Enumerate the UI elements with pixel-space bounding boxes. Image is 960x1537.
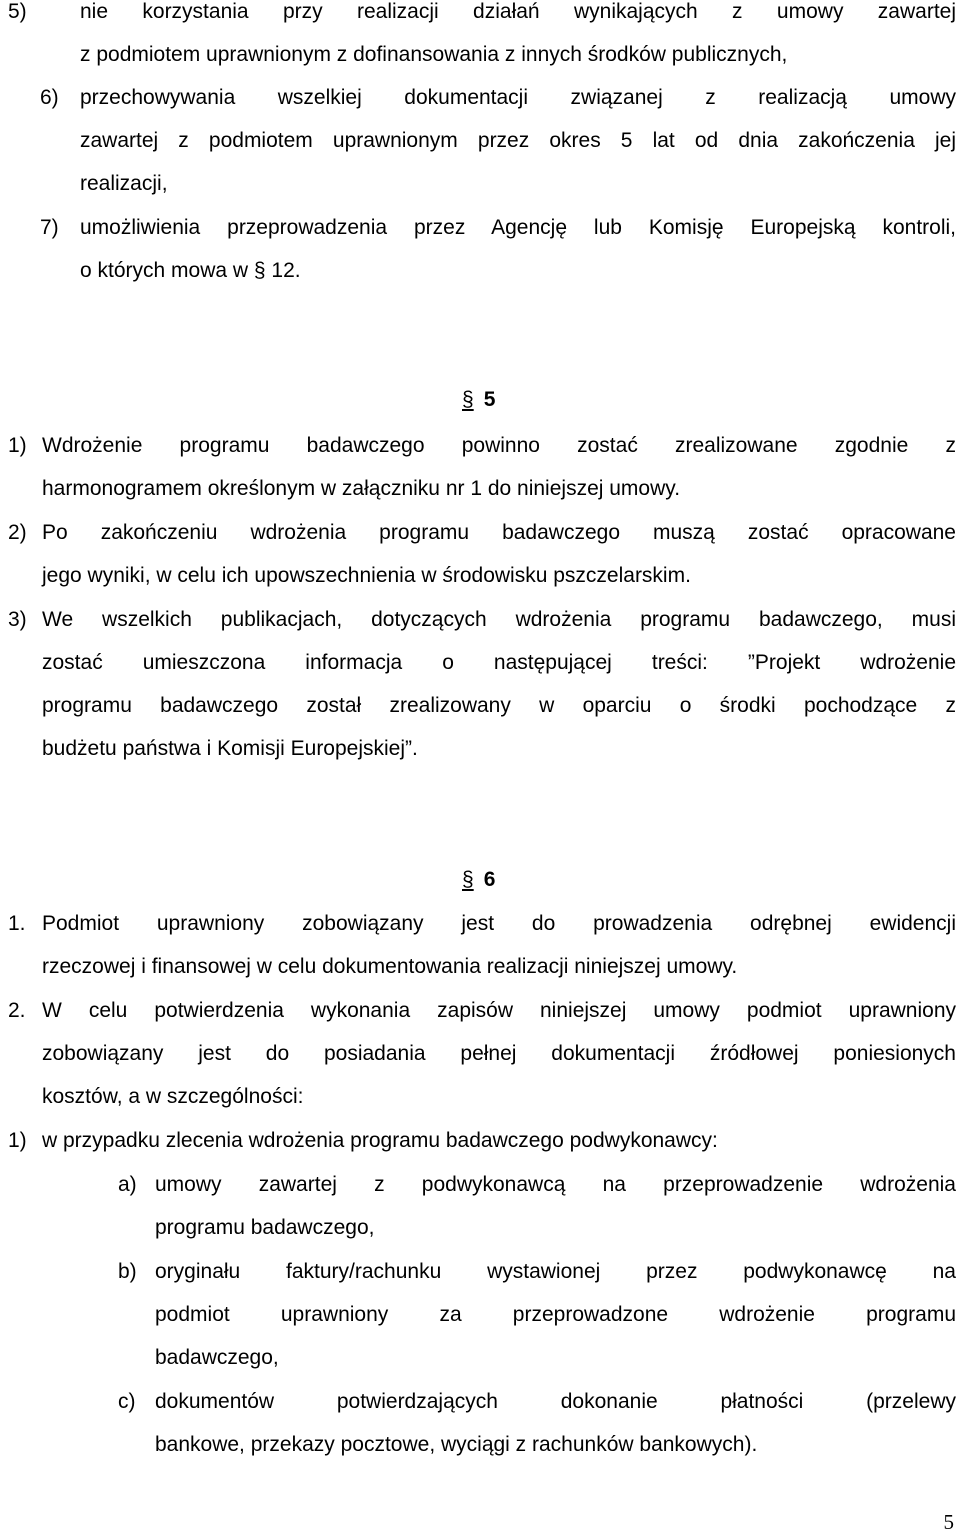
item-line: nie korzystania przy realizacji działań wynikających z umowy zawartej [80,0,956,23]
section-symbol: § [462,388,474,411]
list-item [0,989,960,1119]
item-line: z podmiotem uprawnionym z dofinansowania z innych środków publicznych, [80,43,788,66]
section-heading-5 [462,388,495,412]
page-number: 5 [943,1510,954,1534]
list-item [0,0,960,80]
item-number: 7) [40,216,59,239]
item-line: umożliwienia przeprowadzenia przez Agencję lub Komisję Europejską kontroli, [80,216,956,239]
item-line: realizacji, [80,172,168,195]
item-line: o których mowa w § 12. [80,259,301,282]
item-number: 5) [8,0,27,23]
item-line: rzeczowej i finansowej w celu dokumentowania realizacji niniejszej umowy. [42,955,738,978]
sub-item [0,1119,960,1164]
item-line: programu badawczego, [155,1216,375,1239]
item-number: 1) [8,434,27,457]
item-line: W celu potwierdzenia wykonania zapisów niniejszej umowy podmiot uprawniony [42,999,956,1022]
letter-item [0,1380,960,1470]
letter-item [0,1250,960,1380]
item-line: jego wyniki, w celu ich upowszechnienia w środowisku pszczelarskim. [42,564,691,587]
section-number: 6 [483,868,496,891]
item-line: oryginału faktury/rachunku wystawionej przez podwykonawcę na [155,1260,956,1283]
item-line: programu badawczego został zrealizowany w oparciu o środki pochodzące z [42,694,956,717]
list-item [0,598,960,778]
item-line: zostać umieszczona informacja o następującej treści: ”Projekt wdrożenie [42,651,956,674]
list-item [0,424,960,514]
item-number: 2. [8,999,26,1022]
item-line: Wdrożenie programu badawczego powinno zostać zrealizowane zgodnie z [42,434,956,457]
item-line: przechowywania wszelkiej dokumentacji związanej z realizacją umowy [80,86,956,109]
item-line: Podmiot uprawniony zobowiązany jest do prowadzenia odrębnej ewidencji [42,912,956,935]
item-number: 1) [8,1129,27,1152]
item-line: umowy zawartej z podwykonawcą na przeprowadzenie wdrożenia [155,1173,956,1196]
section-number: 5 [483,388,496,411]
item-line: We wszelkich publikacjach, dotyczących wdrożenia programu badawczego, musi [42,608,956,631]
list-item [0,511,960,601]
list-item [0,902,960,992]
item-line: Po zakończeniu wdrożenia programu badawczego muszą zostać opracowane [42,521,956,544]
section-symbol: § [462,868,474,891]
item-line: budżetu państwa i Komisji Europejskiej”. [42,737,418,760]
list-item [0,206,960,296]
item-line: podmiot uprawniony za przeprowadzone wdrożenie programu [155,1303,956,1326]
item-number: 3) [8,608,27,631]
item-line: kosztów, a w szczególności: [42,1085,304,1108]
item-line: harmonogramem określonym w załączniku nr 1 do niniejszej umowy. [42,477,681,500]
item-line: bankowe, przekazy pocztowe, wyciągi z rachunków bankowych). [155,1433,758,1456]
item-number: b) [118,1260,137,1283]
item-line: dokumentów potwierdzających dokonanie płatności (przelewy [155,1390,956,1413]
item-line: zobowiązany jest do posiadania pełnej dokumentacji źródłowej poniesionych [42,1042,956,1065]
item-line: zawartej z podmiotem uprawnionym przez okres 5 lat od dnia zakończenia jej [80,129,956,152]
letter-item [0,1163,960,1253]
item-line: w przypadku zlecenia wdrożenia programu badawczego podwykonawcy: [42,1129,718,1152]
item-number: 1. [8,912,26,935]
item-number: c) [118,1390,136,1413]
item-line: badawczego, [155,1346,279,1369]
item-number: 2) [8,521,27,544]
section-heading-6 [462,868,495,892]
item-number: a) [118,1173,137,1196]
list-item [0,76,960,206]
item-number: 6) [40,86,59,109]
